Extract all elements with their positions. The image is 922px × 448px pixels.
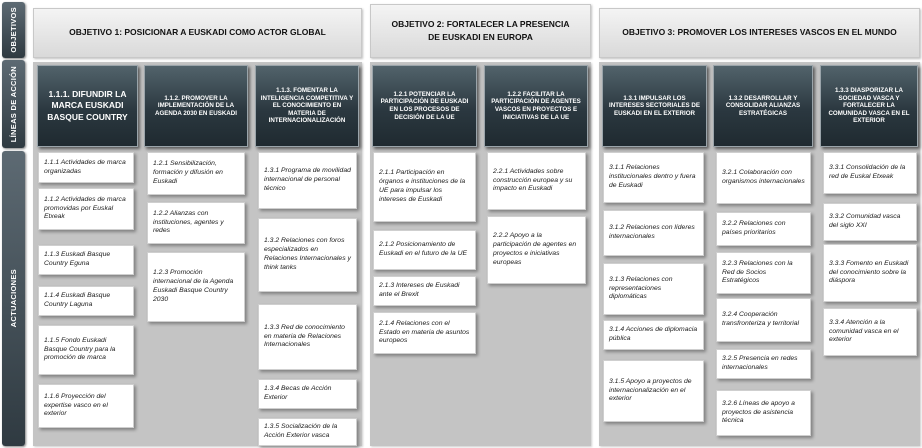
- action-item: [716, 298, 811, 342]
- action-item: [603, 360, 704, 422]
- action-item: [716, 390, 811, 436]
- row-label-actuaciones: [2, 151, 25, 446]
- action-item-text: 3.1.3 Relaciones con representaciones diplomáticas: [609, 275, 673, 301]
- action-item-text: 1.1.2 Actividades de marca promovidas por Euskal Etxeak: [44, 195, 126, 221]
- action-item: [716, 252, 811, 294]
- line-of-action-1-1-1: [37, 65, 138, 147]
- action-item: [716, 349, 811, 379]
- action-item: [147, 152, 245, 195]
- action-item: [258, 218, 357, 292]
- action-item: [823, 244, 917, 302]
- action-item-text: 1.3.2 Relaciones con foros especializados en Relaciones Internacionales y think tanks: [264, 237, 351, 271]
- action-item-text: 1.1.4 Euskadi Basque Country Laguna: [44, 292, 111, 308]
- action-item: [38, 286, 134, 316]
- action-item: [487, 216, 586, 284]
- line-of-action-1-3-2: [713, 65, 813, 147]
- line-of-action-label: 1.2.2 FACILITAR LA PARTICIPACIÓN DE AGENTES VASCOS EN PROYECTOS E INICIATIVAS DE LA UE: [491, 90, 581, 121]
- action-item: [147, 252, 245, 322]
- line-of-action-1-1-2: [144, 65, 248, 147]
- action-item-text: 3.2.3 Relaciones con la Red de Socios Estratégicos: [722, 259, 793, 285]
- line-of-action-label: 1.3.2 DESARROLLAR Y CONSOLIDAR ALIANZAS ESTRATÉGICAS: [725, 94, 801, 117]
- line-of-action-1-2-2: [484, 65, 588, 147]
- objective-2-header: [370, 4, 591, 58]
- row-label-objetivos: [2, 2, 25, 58]
- action-item: [38, 152, 134, 183]
- action-item-text: 2.1.2 Posicionamiento de Euskadi en el futuro de la UE: [379, 241, 468, 257]
- action-item-text: 3.2.4 Cooperación transfronteriza y territorial: [722, 311, 800, 327]
- action-item-text: 1.1.1 Actividades de marca organizadas: [44, 158, 126, 175]
- action-item: [373, 312, 476, 354]
- objective-2-title: OBJETIVO 2: FORTALECER LA PRESENCIA DE EUSKADI EN EUROPA: [391, 18, 570, 42]
- action-item-text: 3.1.2 Relaciones con líderes internacionales: [609, 224, 695, 240]
- action-item-text: 3.2.2 Relaciones con países prioritarios: [722, 220, 786, 236]
- action-item-text: 3.2.5 Presencia en redes internacionales: [722, 355, 798, 371]
- action-item-text: 3.3.1 Consolidación de la red de Euskal Etxeak: [829, 164, 906, 180]
- action-item-text: 1.1.3 Euskadi Basque Country Eguna: [44, 251, 111, 267]
- action-item-text: 1.3.4 Becas de Acción Exterior: [264, 385, 332, 401]
- action-item: [487, 152, 586, 210]
- action-item: [373, 152, 476, 222]
- action-item-text: 2.1.3 Intereses de Euskadi ante el Brexit: [379, 282, 460, 298]
- action-item-text: 2.2.1 Actividades sobre construcción europea y su impacto en Euskadi: [493, 167, 573, 193]
- objective-1-title: OBJETIVO 1: POSICIONAR A EUSKADI COMO ACTOR GLOBAL: [69, 27, 326, 38]
- row-label-lineas: [2, 60, 25, 148]
- action-item-text: 3.3.3 Fomento en Euskadi del conocimiento sobre la diáspora: [829, 259, 909, 285]
- action-item-text: 3.2.6 Líneas de apoyo a proyectos de asistencia técnica: [722, 399, 795, 425]
- action-item: [38, 325, 134, 375]
- action-item-text: 1.2.1 Sensibilización, formación y difusión en Euskadi: [153, 160, 223, 185]
- action-item: [603, 320, 704, 350]
- action-item: [823, 203, 917, 241]
- action-item-text: 2.1.4 Relaciones con el Estado en materia de asuntos europeos: [379, 319, 470, 345]
- action-item: [258, 418, 357, 446]
- row-label-actuaciones-text: ACTUACIONES: [9, 269, 18, 328]
- action-item: [823, 308, 917, 356]
- line-of-action-1-3-3: [820, 65, 918, 147]
- action-item-text: 3.1.5 Apoyo a proyectos de internacionalización en el exterior: [609, 377, 692, 403]
- action-item-text: 2.2.2 Apoyo a la participación de agentes en proyectos e iniciativas europeas: [493, 232, 577, 266]
- line-of-action-label: 1.3.3 DIASPORIZAR LA SOCIEDAD VASCA Y FORTALECER LA COMUNIDAD VASCA EN EL EXTERIOR: [828, 87, 910, 125]
- line-of-action-label: 1.2.1 POTENCIAR LA PARTICIPACIÓN DE EUSKADI EN LOS PROCESOS DE DECISIÓN DE LA UE: [380, 90, 469, 121]
- line-of-action-label: 1.1.2. PROMOVER LA IMPLEMENTACIÓN DE LA AGENDA 2030 EN EUSKADI: [155, 94, 237, 117]
- row-label-objetivos-text: OBJETIVOS: [9, 7, 18, 53]
- action-item-text: 1.3.5 Socialización de la Acción Exterior vasca: [264, 423, 338, 439]
- action-item-text: 1.2.2 Alianzas con instituciones, agentes y redes: [153, 209, 224, 235]
- action-item: [258, 304, 357, 370]
- action-item: [823, 152, 917, 194]
- action-item-text: 3.3.2 Comunidad vasca del siglo XXI: [829, 213, 901, 229]
- action-item: [373, 230, 476, 270]
- action-item-text: 1.3.1 Programa de movilidad internacional de personal técnico: [264, 167, 351, 192]
- action-item: [603, 152, 704, 203]
- action-item: [38, 245, 134, 275]
- action-item: [258, 379, 357, 409]
- row-label-lineas-text: LÍNEAS DE ACCIÓN: [9, 65, 18, 143]
- action-item-text: 1.1.5 Fondo Euskadi Basque Country para la promoción de marca: [44, 336, 116, 362]
- action-item-text: 3.1.1 Relaciones institucionales dentro y fuera de Euskadi: [609, 164, 696, 189]
- objective-3-header: [599, 8, 920, 58]
- action-item: [373, 276, 476, 306]
- action-item: [716, 212, 811, 246]
- action-item-text: 3.2.1 Colaboración con organismos internacionales: [722, 169, 805, 185]
- objective-1-header: [33, 8, 362, 58]
- action-item-text: 1.1.6 Proyección del expertise vasco en el exterior: [44, 392, 108, 418]
- action-item-text: 2.1.1 Participación en órganos e instituciones de la UE para impulsar los intereses de Euskadi: [379, 169, 466, 203]
- line-of-action-1-2-1: [372, 65, 477, 147]
- action-item-text: 3.3.4 Atención a la comunidad vasca en el exterior: [829, 318, 899, 344]
- action-item-text: 1.2.3 Promoción internacional de la Agenda Euskadi Basque Country 2030: [153, 269, 234, 303]
- action-item: [603, 210, 704, 256]
- action-item: [147, 202, 245, 244]
- action-item-text: 1.3.3 Red de conocimiento en materia de Relaciones Internacionales: [264, 323, 345, 349]
- line-of-action-1-1-3: [255, 65, 359, 147]
- action-item: [38, 188, 134, 230]
- line-of-action-label: 1.3.1 IMPULSAR LOS INTERESES SECTORIALES DE EUSKADI EN EL EXTERIOR: [609, 94, 700, 117]
- action-item: [603, 263, 704, 315]
- objective-3-title: OBJETIVO 3: PROMOVER LOS INTERESES VASCOS EN EL MUNDO: [622, 27, 897, 38]
- line-of-action-label: 1.1.1. DIFUNDIR LA MARCA EUSKADI BASQUE COUNTRY: [47, 89, 128, 122]
- line-of-action-1-3-1: [602, 65, 707, 147]
- action-item: [716, 152, 811, 204]
- action-item: [38, 384, 134, 428]
- line-of-action-label: 1.1.3. FOMENTAR LA INTELIGENCIA COMPETITIVA Y EL CONOCIMIENTO EN MATERIA DE INTERNACIONALIZACIÓN: [260, 87, 354, 125]
- action-item: [258, 152, 357, 209]
- action-item-text: 3.1.4 Acciones de diplomacia pública: [609, 326, 698, 342]
